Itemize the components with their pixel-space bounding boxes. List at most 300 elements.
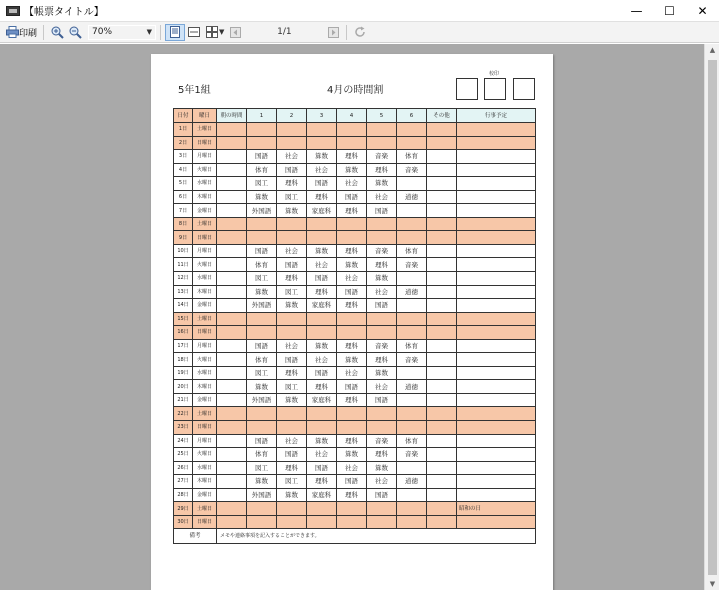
zoom-out-icon <box>68 25 82 39</box>
date-cell: 26日 <box>174 461 193 475</box>
period-cell: 算数 <box>367 366 397 380</box>
period-cell <box>247 407 277 421</box>
period-cell <box>337 312 367 326</box>
period-cell: 国語 <box>247 244 277 258</box>
date-cell: 28日 <box>174 488 193 502</box>
period-cell: 図工 <box>247 366 277 380</box>
other-cell <box>427 136 457 150</box>
morning-cell <box>217 407 247 421</box>
event-cell <box>457 258 536 272</box>
period-cell <box>247 123 277 137</box>
event-cell <box>457 204 536 218</box>
date-cell: 21日 <box>174 393 193 407</box>
other-cell <box>427 353 457 367</box>
period-cell: 国語 <box>247 339 277 353</box>
period-cell <box>337 407 367 421</box>
day-cell: 月曜日 <box>193 434 217 448</box>
fit-width-button[interactable] <box>185 24 203 41</box>
period-cell <box>307 136 337 150</box>
period-cell <box>367 502 397 516</box>
table-row <box>174 461 536 475</box>
timetable-body <box>174 123 536 529</box>
event-cell <box>457 150 536 164</box>
day-cell: 水曜日 <box>193 177 217 191</box>
period-cell: 音楽 <box>397 163 427 177</box>
app-icon <box>6 6 20 16</box>
table-row <box>174 285 536 299</box>
period-cell <box>397 299 427 313</box>
date-cell: 18日 <box>174 353 193 367</box>
print-label: 印刷 <box>19 28 38 39</box>
period-cell: 音楽 <box>367 244 397 258</box>
period-cell: 理科 <box>367 448 397 462</box>
other-cell <box>427 448 457 462</box>
header-period-3: 3 <box>307 109 337 123</box>
period-cell: 理科 <box>367 258 397 272</box>
period-cell <box>397 366 427 380</box>
other-cell <box>427 393 457 407</box>
period-cell: 音楽 <box>397 353 427 367</box>
period-cell: 国語 <box>367 393 397 407</box>
table-row <box>174 502 536 516</box>
event-cell <box>457 190 536 204</box>
event-cell <box>457 366 536 380</box>
other-cell <box>427 285 457 299</box>
event-cell <box>457 272 536 286</box>
day-cell: 金曜日 <box>193 393 217 407</box>
table-row <box>174 448 536 462</box>
period-cell <box>277 123 307 137</box>
date-cell: 14日 <box>174 299 193 313</box>
period-cell: 国語 <box>247 150 277 164</box>
sheet-title: 4月の時間割 <box>327 85 384 96</box>
period-cell <box>367 407 397 421</box>
table-row <box>174 150 536 164</box>
morning-cell <box>217 312 247 326</box>
table-row <box>174 299 536 313</box>
period-cell: 理科 <box>277 366 307 380</box>
date-cell: 11日 <box>174 258 193 272</box>
table-header-row <box>174 109 536 123</box>
period-cell: 算数 <box>337 448 367 462</box>
period-cell: 算数 <box>247 475 277 489</box>
period-cell: 国語 <box>307 366 337 380</box>
period-cell: 道徳 <box>397 190 427 204</box>
table-row <box>174 475 536 489</box>
morning-cell <box>217 448 247 462</box>
period-cell <box>307 231 337 245</box>
other-cell <box>427 366 457 380</box>
period-cell: 理科 <box>367 163 397 177</box>
seal-label: 校印 <box>489 71 500 77</box>
period-cell <box>307 502 337 516</box>
period-cell <box>307 312 337 326</box>
period-cell: 体育 <box>397 339 427 353</box>
maximize-button[interactable]: ☐ <box>664 4 675 18</box>
title-bar <box>0 0 719 22</box>
morning-cell <box>217 339 247 353</box>
period-cell <box>307 123 337 137</box>
table-row <box>174 393 536 407</box>
other-cell <box>427 421 457 435</box>
day-cell: 水曜日 <box>193 461 217 475</box>
toolbar-separator <box>160 25 161 40</box>
period-cell: 図工 <box>277 190 307 204</box>
morning-cell <box>217 515 247 529</box>
period-cell: 算数 <box>277 488 307 502</box>
zoom-in-button[interactable] <box>48 24 66 41</box>
first-page-icon <box>228 25 242 39</box>
event-cell <box>457 244 536 258</box>
period-cell <box>277 217 307 231</box>
day-cell: 木曜日 <box>193 190 217 204</box>
day-cell: 日曜日 <box>193 515 217 529</box>
table-row <box>174 421 536 435</box>
date-cell: 17日 <box>174 339 193 353</box>
period-cell <box>397 407 427 421</box>
other-cell <box>427 326 457 340</box>
zoom-out-button[interactable] <box>66 24 84 41</box>
day-cell: 水曜日 <box>193 272 217 286</box>
period-cell: 算数 <box>367 461 397 475</box>
period-cell: 社会 <box>307 258 337 272</box>
day-cell: 木曜日 <box>193 285 217 299</box>
day-cell: 土曜日 <box>193 217 217 231</box>
other-cell <box>427 434 457 448</box>
day-cell: 火曜日 <box>193 163 217 177</box>
day-cell: 月曜日 <box>193 150 217 164</box>
period-cell: 家庭科 <box>307 204 337 218</box>
period-cell <box>277 326 307 340</box>
other-cell <box>427 231 457 245</box>
morning-cell <box>217 272 247 286</box>
period-cell <box>277 502 307 516</box>
period-cell: 社会 <box>337 177 367 191</box>
period-cell: 算数 <box>337 163 367 177</box>
preview-area[interactable] <box>0 44 704 590</box>
event-cell <box>457 434 536 448</box>
date-cell: 4日 <box>174 163 193 177</box>
date-cell: 15日 <box>174 312 193 326</box>
event-cell <box>457 177 536 191</box>
period-cell <box>277 231 307 245</box>
header-date: 日付 <box>174 109 193 123</box>
period-cell: 社会 <box>337 366 367 380</box>
period-cell <box>397 488 427 502</box>
header-day: 曜日 <box>193 109 217 123</box>
period-cell: 体育 <box>247 448 277 462</box>
other-cell <box>427 380 457 394</box>
period-cell: 図工 <box>277 285 307 299</box>
event-cell <box>457 515 536 529</box>
date-cell: 29日 <box>174 502 193 516</box>
other-cell <box>427 339 457 353</box>
morning-cell <box>217 475 247 489</box>
event-cell <box>457 163 536 177</box>
notes-text: メモや連絡事項を記入することができます。 <box>217 529 536 544</box>
toolbar-separator <box>346 25 347 40</box>
morning-cell <box>217 393 247 407</box>
table-row <box>174 258 536 272</box>
seal-box <box>484 78 506 100</box>
class-name: 5年1組 <box>178 85 211 96</box>
chevron-down-icon: ▼ <box>219 28 225 36</box>
fit-page-button[interactable] <box>165 24 185 41</box>
period-cell: 社会 <box>277 150 307 164</box>
period-cell <box>247 515 277 529</box>
period-cell <box>397 502 427 516</box>
period-cell <box>397 272 427 286</box>
period-cell: 体育 <box>397 434 427 448</box>
other-cell <box>427 515 457 529</box>
period-cell: 算数 <box>307 434 337 448</box>
period-cell <box>337 502 367 516</box>
page-indicator[interactable]: 1/1 <box>277 27 292 37</box>
event-cell <box>457 231 536 245</box>
refresh-icon <box>353 25 367 39</box>
morning-cell <box>217 163 247 177</box>
vertical-scrollbar[interactable] <box>704 44 719 590</box>
morning-cell <box>217 380 247 394</box>
day-cell: 水曜日 <box>193 366 217 380</box>
period-cell <box>397 123 427 137</box>
day-cell: 火曜日 <box>193 353 217 367</box>
period-cell <box>397 515 427 529</box>
period-cell <box>397 461 427 475</box>
date-cell: 1日 <box>174 123 193 137</box>
period-cell: 理科 <box>277 461 307 475</box>
next-page-icon <box>326 25 340 39</box>
day-cell: 日曜日 <box>193 421 217 435</box>
period-cell <box>397 177 427 191</box>
period-cell <box>247 421 277 435</box>
period-cell <box>247 231 277 245</box>
table-row <box>174 353 536 367</box>
table-row <box>174 339 536 353</box>
period-cell <box>307 421 337 435</box>
period-cell: 算数 <box>247 285 277 299</box>
period-cell: 道徳 <box>397 475 427 489</box>
period-cell: 社会 <box>367 380 397 394</box>
period-cell: 体育 <box>247 353 277 367</box>
period-cell: 国語 <box>307 177 337 191</box>
table-row <box>174 488 536 502</box>
period-cell <box>337 231 367 245</box>
period-cell: 理科 <box>337 204 367 218</box>
period-cell <box>247 326 277 340</box>
period-cell: 社会 <box>337 272 367 286</box>
period-cell: 理科 <box>337 488 367 502</box>
seal-box <box>513 78 535 100</box>
toolbar-separator <box>43 25 44 40</box>
morning-cell <box>217 244 247 258</box>
date-cell: 8日 <box>174 217 193 231</box>
period-cell: 国語 <box>277 258 307 272</box>
table-row <box>174 136 536 150</box>
date-cell: 10日 <box>174 244 193 258</box>
morning-cell <box>217 366 247 380</box>
refresh-button[interactable] <box>351 24 369 41</box>
date-cell: 22日 <box>174 407 193 421</box>
date-cell: 16日 <box>174 326 193 340</box>
period-cell <box>307 407 337 421</box>
morning-cell <box>217 217 247 231</box>
period-cell: 理科 <box>337 434 367 448</box>
period-cell: 国語 <box>277 448 307 462</box>
period-cell: 外国語 <box>247 299 277 313</box>
event-cell <box>457 393 536 407</box>
event-cell <box>457 299 536 313</box>
header-period-4: 4 <box>337 109 367 123</box>
table-row <box>174 434 536 448</box>
date-cell: 2日 <box>174 136 193 150</box>
period-cell <box>337 421 367 435</box>
period-cell: 算数 <box>307 150 337 164</box>
morning-cell <box>217 190 247 204</box>
period-cell <box>367 136 397 150</box>
period-cell: 国語 <box>277 353 307 367</box>
multi-page-button[interactable] <box>203 24 226 41</box>
morning-cell <box>217 150 247 164</box>
period-cell: 国語 <box>337 190 367 204</box>
period-cell <box>397 421 427 435</box>
period-cell: 社会 <box>307 448 337 462</box>
other-cell <box>427 258 457 272</box>
scroll-up-icon[interactable]: ▲ <box>709 46 716 54</box>
date-cell: 3日 <box>174 150 193 164</box>
period-cell: 家庭科 <box>307 393 337 407</box>
day-cell: 金曜日 <box>193 299 217 313</box>
period-cell <box>367 217 397 231</box>
zoom-select[interactable] <box>88 25 156 40</box>
period-cell: 算数 <box>367 272 397 286</box>
table-row <box>174 204 536 218</box>
period-cell: 算数 <box>247 380 277 394</box>
period-cell: 社会 <box>277 244 307 258</box>
event-cell <box>457 353 536 367</box>
period-cell: 算数 <box>337 353 367 367</box>
date-cell: 7日 <box>174 204 193 218</box>
morning-cell <box>217 123 247 137</box>
minimize-button[interactable]: — <box>630 4 643 18</box>
period-cell: 音楽 <box>367 339 397 353</box>
window-controls <box>620 0 719 22</box>
multi-page-icon <box>205 25 219 39</box>
event-cell: 昭和の日 <box>457 502 536 516</box>
other-cell <box>427 190 457 204</box>
printer-icon <box>5 25 19 39</box>
period-cell: 国語 <box>307 461 337 475</box>
event-cell <box>457 448 536 462</box>
toolbar <box>0 22 719 43</box>
day-cell: 月曜日 <box>193 244 217 258</box>
period-cell <box>247 502 277 516</box>
other-cell <box>427 272 457 286</box>
period-cell: 家庭科 <box>307 299 337 313</box>
date-cell: 24日 <box>174 434 193 448</box>
table-row <box>174 163 536 177</box>
day-cell: 木曜日 <box>193 475 217 489</box>
other-cell <box>427 123 457 137</box>
period-cell: 体育 <box>397 150 427 164</box>
period-cell: 社会 <box>337 461 367 475</box>
table-row <box>174 123 536 137</box>
morning-cell <box>217 421 247 435</box>
print-button[interactable] <box>3 24 39 41</box>
day-cell: 月曜日 <box>193 339 217 353</box>
morning-cell <box>217 204 247 218</box>
table-row <box>174 366 536 380</box>
period-cell: 理科 <box>337 244 367 258</box>
close-button[interactable]: ✕ <box>697 4 708 18</box>
morning-cell <box>217 488 247 502</box>
event-cell <box>457 475 536 489</box>
morning-cell <box>217 502 247 516</box>
date-cell: 6日 <box>174 190 193 204</box>
period-cell <box>277 312 307 326</box>
first-page-button[interactable] <box>226 24 244 41</box>
period-cell: 音楽 <box>397 258 427 272</box>
scroll-down-icon[interactable]: ▼ <box>709 580 716 588</box>
event-cell <box>457 421 536 435</box>
table-row <box>174 244 536 258</box>
period-cell <box>307 515 337 529</box>
other-cell <box>427 163 457 177</box>
header-period-1: 1 <box>247 109 277 123</box>
period-cell <box>277 515 307 529</box>
period-cell: 体育 <box>397 244 427 258</box>
period-cell: 図工 <box>247 272 277 286</box>
date-cell: 20日 <box>174 380 193 394</box>
table-row <box>174 515 536 529</box>
next-page-button[interactable] <box>324 24 342 41</box>
period-cell: 算数 <box>367 177 397 191</box>
table-row <box>174 177 536 191</box>
period-cell <box>397 312 427 326</box>
period-cell: 社会 <box>307 163 337 177</box>
period-cell <box>397 393 427 407</box>
fit-width-icon <box>187 25 201 39</box>
period-cell: 社会 <box>277 434 307 448</box>
chevron-down-icon: ▼ <box>146 28 153 36</box>
morning-cell <box>217 285 247 299</box>
morning-cell <box>217 326 247 340</box>
day-cell: 金曜日 <box>193 204 217 218</box>
day-cell: 日曜日 <box>193 231 217 245</box>
day-cell: 土曜日 <box>193 312 217 326</box>
table-row <box>174 272 536 286</box>
scrollbar-thumb[interactable] <box>708 60 717 575</box>
period-cell <box>367 326 397 340</box>
period-cell: 理科 <box>337 299 367 313</box>
other-cell <box>427 177 457 191</box>
period-cell <box>367 123 397 137</box>
period-cell <box>277 421 307 435</box>
period-cell: 道徳 <box>397 380 427 394</box>
fit-page-icon <box>168 25 182 39</box>
period-cell: 外国語 <box>247 488 277 502</box>
period-cell: 理科 <box>337 393 367 407</box>
header-other: その他 <box>427 109 457 123</box>
period-cell <box>397 204 427 218</box>
period-cell: 道徳 <box>397 285 427 299</box>
date-cell: 25日 <box>174 448 193 462</box>
period-cell <box>367 515 397 529</box>
period-cell: 体育 <box>247 258 277 272</box>
period-cell <box>307 217 337 231</box>
day-cell: 木曜日 <box>193 380 217 394</box>
morning-cell <box>217 434 247 448</box>
